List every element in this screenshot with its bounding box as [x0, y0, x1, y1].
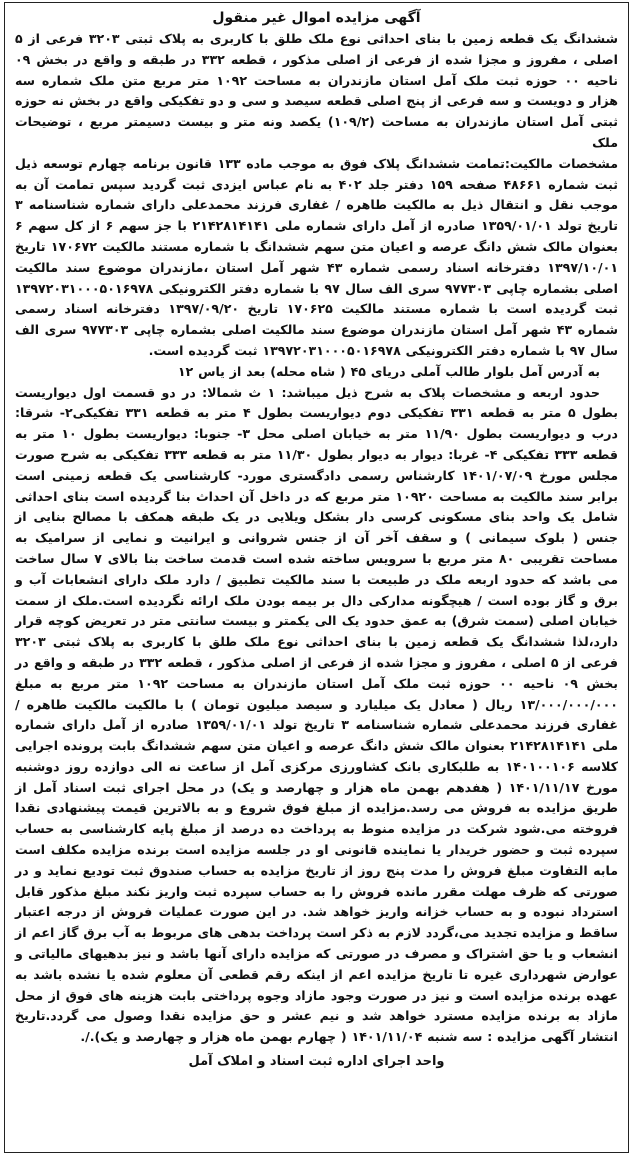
property-address: به آدرس آمل بلوار طالب آملی دریای ۴۵ ( شاه محله) بعد از یاس ۱۲	[177, 363, 600, 379]
notice-title: آگهی مزایده اموال غیر منقول	[212, 10, 421, 26]
property-description: ششدانگ یک قطعه زمین با بنای احداثی نوع ملک طلق با کاربری به پلاک ثبتی ۳۲۰۳ فرعی از ۵ اصلی ، مفروز و مجزا شده از فرعی از اصلی مذکور ، قطعه ۳۳۲ در طبقه و واقع در بخش ۰۹ ناحیه ۰۰ حوزه ثبت ملک آمل استان مازندران به مساحت ۱۰۹۲ متر مربع متن ملک شماره سه هزار و دویست و سه فرعی از پنج اصلی قطعه سیصد و سی و دو تفکیکی واقع در بخش نه حوزه ثبتی آمل استان مازندران به مساحت (۱۰۹/۲) یکصد ونه متر و بیست دسیمتر مربع ، توضیحات ملک	[15, 31, 618, 150]
auction-notice	[4, 2, 629, 1153]
issuing-office: واحد اجرای اداره ثبت اسناد و املاک آمل	[188, 1054, 445, 1070]
boundaries-and-auction-terms: حدود اربعه و مشخصات پلاک به شرح ذیل میباشد: ۱ ث شمالا: در دو قسمت اول دیواریست بطول ۵ متر به قطعه ۳۳۱ تفکیکی دوم دیواریست بطول ۴ متر به قطعه ۳۳۱ تفکیکی۲- شرقا: درب و دیواریست بطول ۱۱/۹۰ متر به خیابان اصلی محل ۳- جنوبا: دیواریست بطول ۱۰ متر به قطعه ۳۳۳ تفکیکی ۴- غربا: دیوار به دیوار بطول ۱۱/۳۰ متر به قطعه ۳۳۳ تفکیکی به شرح صورت مجلس مورخ ۱۴۰۱/۰۷/۰۹ کارشناس رسمی دادگستری مورد- کارشناسی یک قطعه زمینی است برابر سند مالکیت به مساحت ۱۰۹۲۰ متر مربع که در داخل آن احداث بنا گردیده است بنای احداثی شامل یک واحد بنای مسکونی کرسی دار بشکل ویلایی در یک طبقه همکف با مصالح بنایی از جنس ( بلوک سیمانی ) و سقف آخر آن از جنس شروانی و ایرانیت و نمایی از سرامیک به مساحت تقریبی ۸۰ متر مربع با سرویس ساخته شده است قدمت ساخت بنا بالای ۷ سال ساخت می باشد که حدود اربعه ملک در طبیعت با سند مالکیت تطبیق / دارد ملک دارای انشعابات آب و برق و گاز بوده است / هیچگونه مدارکی دال بر بیمه بودن ملک ارائه نگردیده است.ملک از سمت خیابان اصلی (سمت شرق) به عمق حدود یک الی یکمتر و بیست سانتی متر در تعریض کوچه قرار دارد،لذا ششدانگ یک قطعه زمین با بنای احداثی نوع ملک طلق با کاربری به پلاک ثبتی ۳۲۰۳ فرعی از ۵ اصلی ، مفروز و مجزا شده از فرعی از اصلی مذکور ، قطعه ۳۳۲ در طبقه و واقع در بخش ۰۹ ناحیه ۰۰ حوزه ثبت ملک آمل استان مازندران به مساحت ۱۰۹۲ متر مربع به مبلغ ۱۳/۰۰۰/۰۰۰/۰۰۰ ریال ( معادل یک میلیارد و سیصد میلیون تومان ) با مالکیت مالکیت طاهره / غفاری فرزند محمدعلی شماره شناسنامه ۳ تاریخ تولد ۱۳۵۹/۰۱/۰۱ صادره از آمل دارای شماره ملی ۲۱۴۲۸۱۴۱۴۱ بعنوان مالک شش دانگ عرصه و اعیان متن سهم ششدانگ بابت پرونده اجرایی کلاسه ۱۴۰۱۰۰۱۰۶ به طلبکاری بانک کشاورزی مرکزی آمل از ساعت نه الی دوازده روز دوشنبه مورخ ۱۴۰۱/۱۱/۱۷ ( هفدهم بهمن ماه هزار و چهارصد و یک) در محل اجرای ثبت اسناد آمل از طریق مزایده به فروش می رسد.مزایده از مبلغ فوق شروع و به بالاترین قیمت پیشنهادی نقدا فروخته می.شود شرکت در مزایده منوط به پرداخت ده درصد از مبلغ پایه کارشناسی به حساب سپرده ثبت و حضور خریدار یا نماینده قانونی او در جلسه مزایده است برنده مزایده مکلف است مابه التفاوت مبلغ فروش را مدت پنج روز از تاریخ مزایده به حساب صندوق ثبت تودیع نماید و در صورتی که ظرف مهلت مقرر مانده فروش را به حساب سپرده ثبت واریز نکند مبلغ مذکور قابل استرداد نبوده و به حساب خزانه واریز خواهد شد. در این صورت عملیات فروش از درجه اعتبار ساقط و مزایده تجدید می،گردد لازم به ذکر است پرداخت بدهی های مربوط به آب برق گاز اعم از انشعاب و یا حق اشتراک و مصرف در صورتی که مزایده دارای آنها باشد و نیز بدهیهای مالیاتی و عوارض شهرداری غیره تا تاریخ مزایده اعم از اینکه رقم قطعی آن معلوم شده یا نشده باشد به عهده برنده مزایده است و نیز در صورت وجود مازاد وجوه پرداختی بابت هزینه های فوق از محل مازاد به برنده مزایده مسترد خواهد شد و نیم عشر و حق مزایده نقدا وصول می گردد.تاریخ انتشار آگهی مزایده : سه شنبه ۱۴۰۱/۱۱/۰۴ ( چهارم بهمن ماه هزار و چهارصد و یک)./.	[15, 384, 619, 1045]
ownership-details: مشخصات مالکیت:تمامت ششدانگ پلاک فوق به موجب ماده ۱۳۳ قانون برنامه چهارم توسعه ذیل ثبت شماره ۴۸۶۶۱ صفحه ۱۵۹ دفتر جلد ۴۰۲ به نام عباس ایزدی ثبت گردید سپس تمامت آن به موجب نقل و انتقال ذیل به مالکیت طاهره / غفاری فرزند محمدعلی دارای شماره شناسنامه ۳ تاریخ تولد ۱۳۵۹/۰۱/۰۱ صادره از آمل دارای شماره ملی ۲۱۴۲۸۱۴۱۴۱ با جز سهم ۶ از کل سهم ۶ بعنوان مالک شش دانگ عرصه و اعیان متن سهم ششدانگ با شماره مستند مالکیت ۱۷۰۶۷۲ تاریخ ۱۳۹۷/۱۰/۰۱ دفترخانه اسناد رسمی شماره ۴۳ شهر آمل استان ،مازندران موضوع سند مالکیت اصلی بشماره چاپی ۹۷۷۳۰۳ سری الف سال ۹۷ با شماره دفتر الکترونیکی ۱۳۹۷۲۰۳۱۰۰۰۵۰۱۶۹۷۸ ثبت گردیده است با شماره مستند مالکیت ۱۷۰۶۲۵ تاریخ ۱۳۹۷/۰۹/۲۰ دفترخانه اسناد رسمی شماره ۴۳ شهر آمل استان مازندران موضوع سند مالکیت اصلی بشماره چاپی ۹۷۷۳۰۳ سری الف سال ۹۷ با شماره دفتر الکترونیکی ۱۳۹۷۲۰۳۱۰۰۰۵۰۱۶۹۷۸ ثبت گردیده است.	[15, 155, 619, 358]
